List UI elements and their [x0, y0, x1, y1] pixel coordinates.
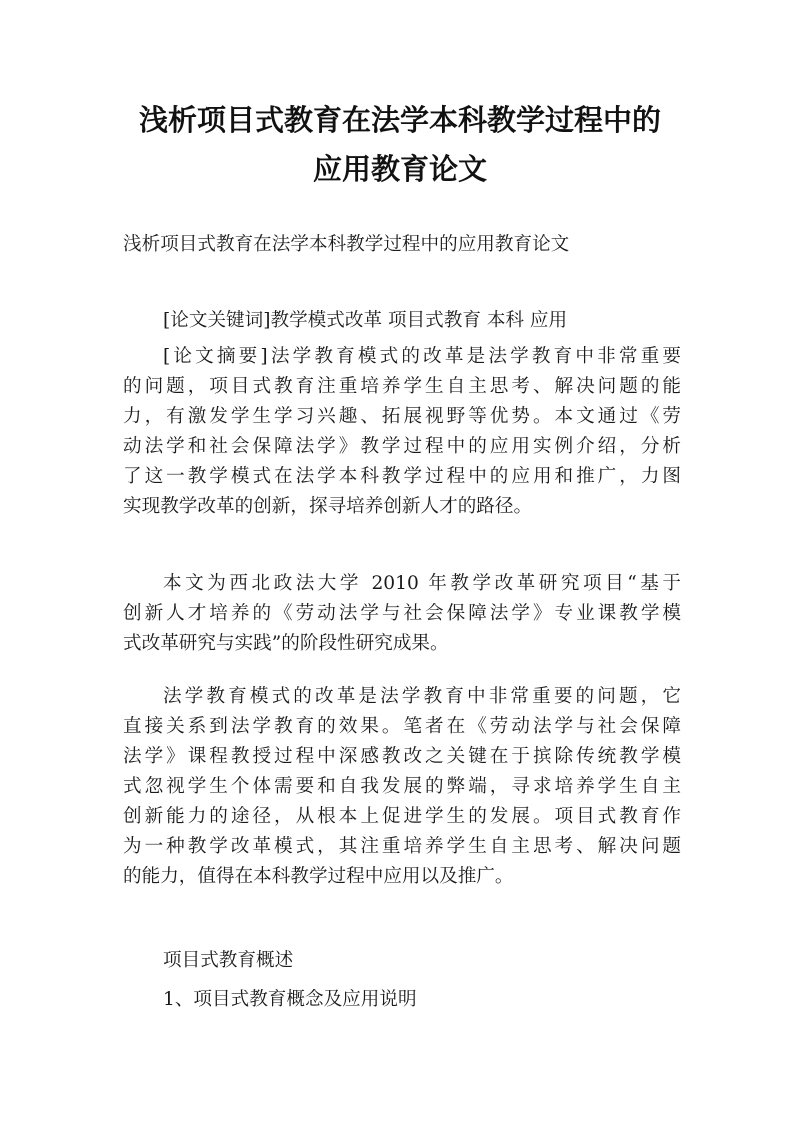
intro-line: 的能力，值得在本科教学过程中应用以及推广。 — [123, 866, 514, 887]
abstract-line: 实现教学改革的创新，探寻培养创新人才的路径。 — [123, 496, 533, 517]
section-heading-block — [123, 946, 681, 976]
intro-line: 式忽视学生个体需要和自我发展的弊端，寻求培养学生自主 — [123, 776, 681, 797]
keywords-paragraph — [123, 306, 681, 336]
intro-line: 法学》课程教授过程中深感教改之关键在于摈除传统教学模 — [123, 746, 681, 767]
subsection-heading-block — [123, 985, 681, 1015]
title-line-2: 应用教育论文 — [312, 152, 487, 186]
abstract-line: [论文摘要]法学教育模式的改革是法学教育中非常重要 — [163, 346, 681, 367]
document-title — [100, 96, 700, 194]
section-heading: 项目式教育概述 — [163, 950, 294, 971]
abstract-line: 的问题，项目式教育注重培养学生自主思考、解决问题的能 — [123, 376, 681, 397]
abstract-line: 力，有激发学生学习兴趣、拓展视野等优势。本文通过《劳 — [123, 406, 681, 427]
intro-paragraph — [123, 682, 681, 892]
subsection-heading: 1、项目式教育概念及应用说明 — [163, 989, 417, 1010]
subtitle-block — [123, 230, 681, 260]
document-subtitle: 浅析项目式教育在法学本科教学过程中的应用教育论文 — [123, 234, 570, 255]
title-line-1: 浅析项目式教育在法学本科教学过程中的 — [138, 103, 661, 137]
intro-line: 直接关系到法学教育的效果。笔者在《劳动法学与社会保障 — [123, 716, 681, 737]
abstract-line: 了这一教学模式在法学本科教学过程中的应用和推广，力图 — [123, 466, 681, 487]
intro-line: 创新能力的途径，从根本上促进学生的发展。项目式教育作 — [123, 806, 681, 827]
abstract-line: 动法学和社会保障法学》教学过程中的应用实例介绍，分析 — [123, 436, 681, 457]
keywords-line: [论文关键词]教学模式改革 项目式教育 本科 应用 — [163, 310, 568, 331]
funding-line: 式改革研究与实践”的阶段性研究成果。 — [123, 633, 449, 654]
intro-line: 为一种教学改革模式，其注重培养学生自主思考、解决问题 — [123, 836, 681, 857]
funding-note-paragraph — [123, 569, 681, 659]
intro-line: 法学教育模式的改革是法学教育中非常重要的问题，它 — [163, 686, 681, 707]
funding-line: 创新人才培养的《劳动法学与社会保障法学》专业课教学模 — [123, 603, 681, 624]
abstract-paragraph — [123, 342, 681, 522]
funding-line: 本文为西北政法大学 2010 年教学改革研究项目“基于 — [163, 573, 681, 594]
